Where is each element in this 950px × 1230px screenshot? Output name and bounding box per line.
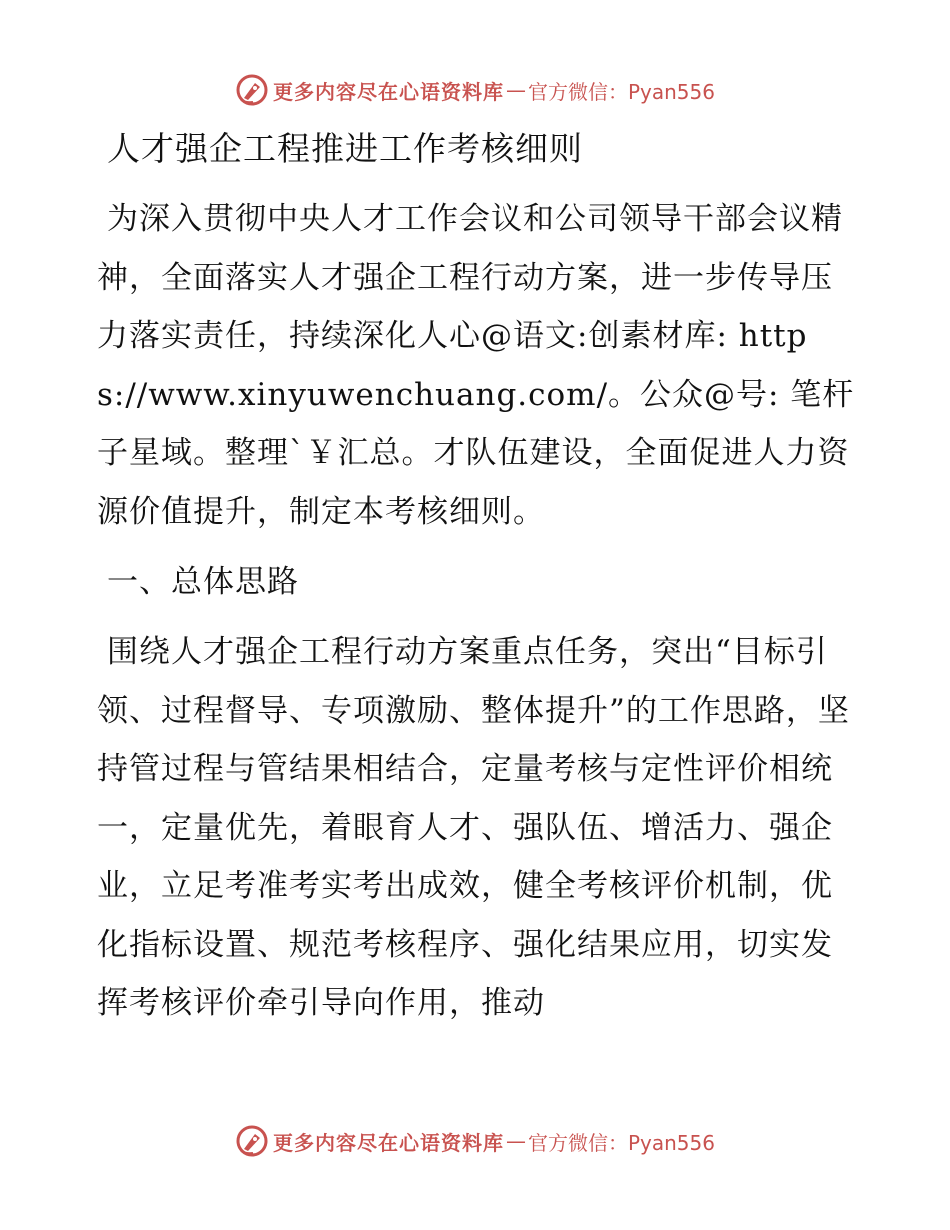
intro-paragraph: 为深入贯彻中央人才工作会议和公司领导干部会议精神，全面落实人才强企工程行动方案，进一步传导压力落实责任，持续深化人心@语文:创素材库: https://www.xinyuwenchuang.com/。公众@号: 笔杆子星域。整理`￥汇总。才队伍建设，全面促进人力资源价值提升，制定本考核细则。 bbox=[97, 201, 855, 530]
watermark-banner-top bbox=[0, 70, 950, 110]
document-body bbox=[97, 120, 857, 1045]
document-title: 人才强企工程推进工作考核细则 bbox=[107, 129, 583, 168]
section-paragraph: 围绕人才强企工程行动方案重点任务，突出“目标引领、过程督导、专项激励、整体提升”的工作思路，坚持管过程与管结果相结合，定量考核与定性评价相统一，定量优先，着眼育人才、强队伍、增活力、强企业，立足考准考实考出成效，健全考核评价机制，优化指标设置、规范考核程序、强化结果应用，切实发挥考核评价牵引导向作用，推动 bbox=[97, 634, 850, 1021]
watermark-separator: — bbox=[505, 78, 526, 102]
watermark-banner-bottom bbox=[0, 1121, 950, 1161]
pen-nib-logo-icon bbox=[235, 1124, 269, 1158]
watermark-separator: — bbox=[505, 1129, 526, 1153]
watermark-text: 更多内容尽在心语资料库 bbox=[272, 1130, 504, 1155]
pen-nib-logo-icon bbox=[235, 73, 269, 107]
watermark-wechat: 官方微信：Pyan556 bbox=[527, 79, 715, 104]
watermark-text: 更多内容尽在心语资料库 bbox=[272, 79, 504, 104]
watermark-wechat: 官方微信：Pyan556 bbox=[527, 1130, 715, 1155]
section-heading: 一、总体思路 bbox=[107, 564, 299, 600]
